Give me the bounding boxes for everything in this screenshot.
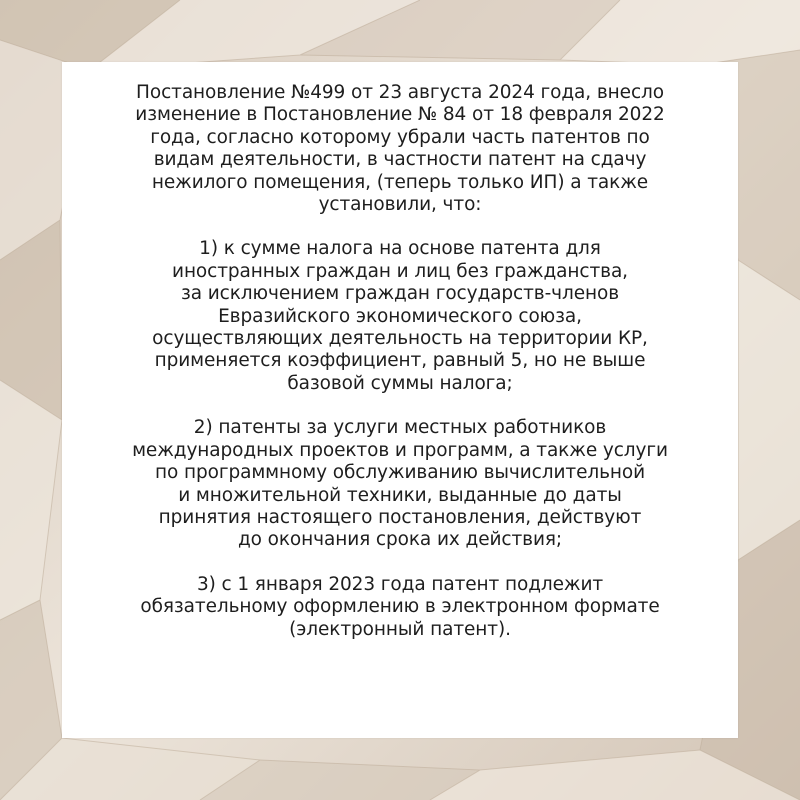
text-line: за исключением граждан государств-членов — [180, 283, 620, 305]
text-line: нежилого помещения, (теперь только ИП) а также — [151, 171, 649, 193]
text-line: установили, что: — [318, 194, 482, 216]
text-line: до окончания срока их действия; — [237, 529, 563, 551]
text-line: и множительной техники, выданные до даты — [178, 484, 622, 506]
text-line: 3) с 1 января 2023 года патент подлежит — [196, 573, 604, 595]
paragraph-item-3 — [84, 574, 716, 641]
text-line: иностранных граждан и лиц без гражданства, — [172, 260, 628, 282]
text-line: (электронный патент). — [289, 618, 511, 640]
text-line: обязательному оформлению в электронном формате — [140, 596, 660, 618]
text-line: применяется коэффициент, равный 5, но не выше — [154, 350, 646, 372]
paragraph-item-1 — [84, 238, 716, 395]
text-line: 1) к сумме налога на основе патента для — [199, 238, 601, 260]
text-line: изменение в Постановление № 84 от 18 февраля 2022 — [135, 104, 665, 126]
text-line: видам деятельности, в частности патент на сдачу — [153, 149, 647, 171]
text-line: 2) патенты за услуги местных работников — [193, 417, 607, 439]
text-line: осуществляющих деятельность на территории КР, — [152, 328, 648, 350]
paragraph-intro — [84, 82, 716, 216]
text-line: года, согласно которому убрали часть патентов по — [150, 126, 650, 148]
text-line: по программному обслуживанию вычислительной — [154, 462, 646, 484]
text-line: Постановление №499 от 23 августа 2024 года, внесло — [136, 82, 664, 103]
text-line: базовой суммы налога; — [287, 372, 513, 394]
paragraph-item-2 — [84, 417, 716, 551]
text-line: международных проектов и программ, а также услуги — [132, 439, 668, 461]
text-card — [62, 62, 738, 738]
text-line: принятия настоящего постановления, действуют — [158, 506, 642, 528]
text-line: Евразийского экономического союза, — [218, 305, 582, 327]
